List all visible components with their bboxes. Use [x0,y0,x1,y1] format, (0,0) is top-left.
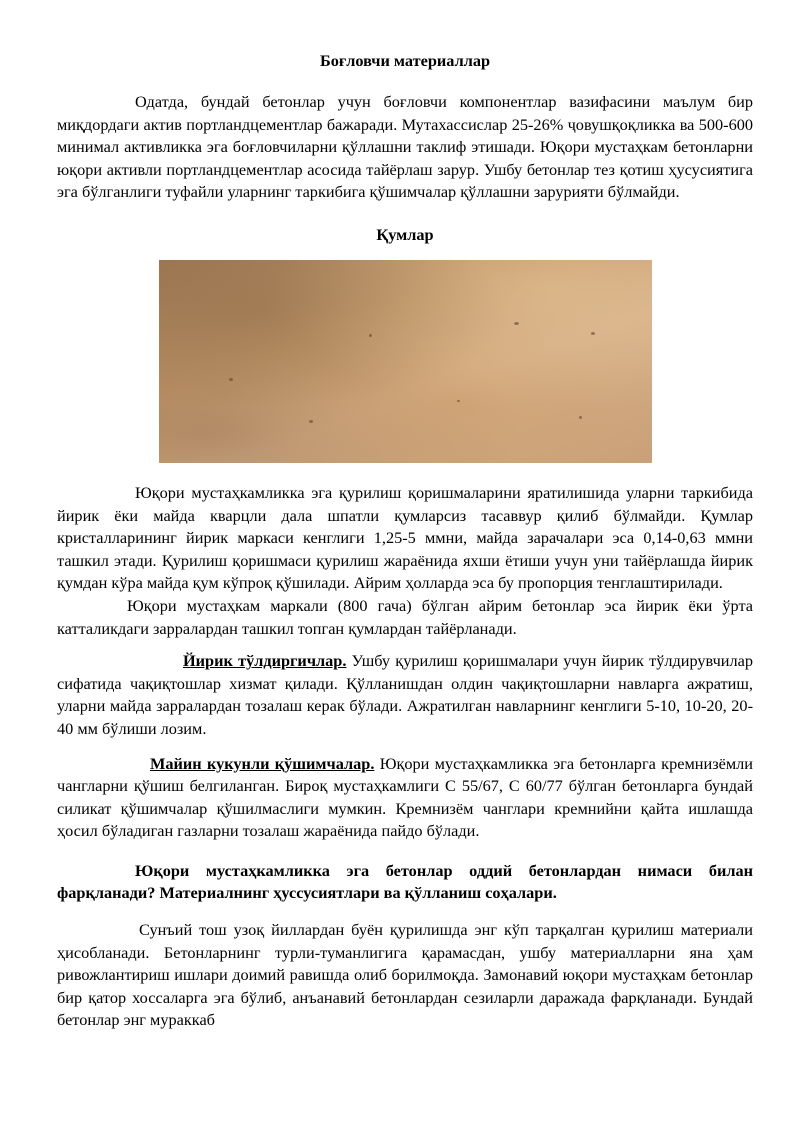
paragraph-fine-additives [57,753,753,843]
paragraph-sands-2: Юқори мустаҳкам маркали (800 гача) бўлган айрим бетонлар эса йирик ёки ўрта катталикдаги зарралардан ташкил топган қумлардан тайёрланади. [57,595,753,638]
sand-grain [591,332,595,335]
coarse-fillers-title: Йирик тўлдиргичлар. [183,651,347,671]
sand-grain [514,322,519,325]
sand-photo [159,260,652,463]
coarse-fillers-text: Ушбу қурилиш қоришмалари учун йирик тўлдирувчилар сифатида чақиқтошлар хизмат қилади. Қўлланишдан олдин чақиқтошларни навларга ажратиш, уларни майда зарралардан тозалаш керак бўлади. Ажратилган навларнинг кенглиги 5-10, 10-20, 20-40 мм бўлиши лозим. [57,651,754,738]
sand-grain [229,378,233,381]
sand-grain [369,334,372,337]
paragraph-sands-1: Юқори мустаҳкамликка эга қурилиш қоришмаларини яратилишида уларни таркибида йирик ёки майда кварцли дала шпатли қумларсиз тасаввур қилиб бўлмайди. Қумлар кристалларининг йирик маркаси кенглиги 1,25-5 ммни, майда зарачалари эса 0,14-0,63 ммни ташкил этади. Қурилиш қоришмаси қурилиш жараёнида яхши ётиши учун уни тайёрлашда йирик қумдан кўра майда қум кўпроқ қўшилади. Айрим ҳолларда эса бу пропорция тенглаштирилади. [57,482,753,593]
paragraph-coarse-fillers [57,650,753,740]
sand-image-container [57,260,753,463]
paragraph-binders: Одатда, бундай бетонлар учун боғловчи компонентлар вазифасини маълум бир миқдордаги актив портландцементлар бажаради. Мутахассислар 25-26% ҷовушқоқликка ва 500-600 минимал активликка эга боғловчиларни қўллашни таклиф этишади. Юқори мустаҳкам бетонларни юқори активли портландцементлар асосида тайёрлаш зарур. Ушбу бетонлар тез қотиш ҳусусиятига эга бўлганлиги туфайли уларнинг таркибига қўшимчалар қўллашни зарурияти бўлмайди. [57,92,753,202]
sand-grain [309,420,313,423]
heading-binders: Боғловчи материаллар [319,51,491,70]
sand-grain [457,400,460,402]
paragraph-last: Сунъий тош узоқ йиллардан буён қурилишда энг кўп тарқалган қурилиш материали ҳисобланади. Бетонларнинг турли-туманлигига қарамасдан, ушбу материалларни яна ҳам ривожлантириш ишлари доимий равишда олиб борилмоқда. Замонавий юқори мустаҳкам бетонлар бир қатор хоссаларга эга бўлиб, анъанавий бетонлардан сезиларли даражада фарқланади. Бундай бетонлар энг мураккаб [57,920,753,1030]
question-heading: Юқори мустаҳкамликка эга бетонлар оддий бетонлардан нимаси билан фарқланади? Материалнинг ҳуссусиятлари ва қўлланиш соҳалари. [57,860,753,903]
document-page [57,50,753,1032]
sand-grain [579,416,582,419]
heading-sands: Қумлар [376,224,434,244]
fine-additives-title: Майин кукунли қўшимчалар. [150,753,375,773]
fine-additives-text: Юқори мустаҳкамликка эга бетонларга кремнизёмли чангларни қўшиш белгиланган. Бироқ мустаҳкамлиги С 55/67, С 60/77 бўлган бетонларга бундай силикат қўшимчалар қўшилмаслиги мумкин. Кремнизём чанглари кремнийни қайта ишлашда ҳосил бўладиган газларни тозалаш жараёнида пайдо бўлади. [57,753,753,841]
